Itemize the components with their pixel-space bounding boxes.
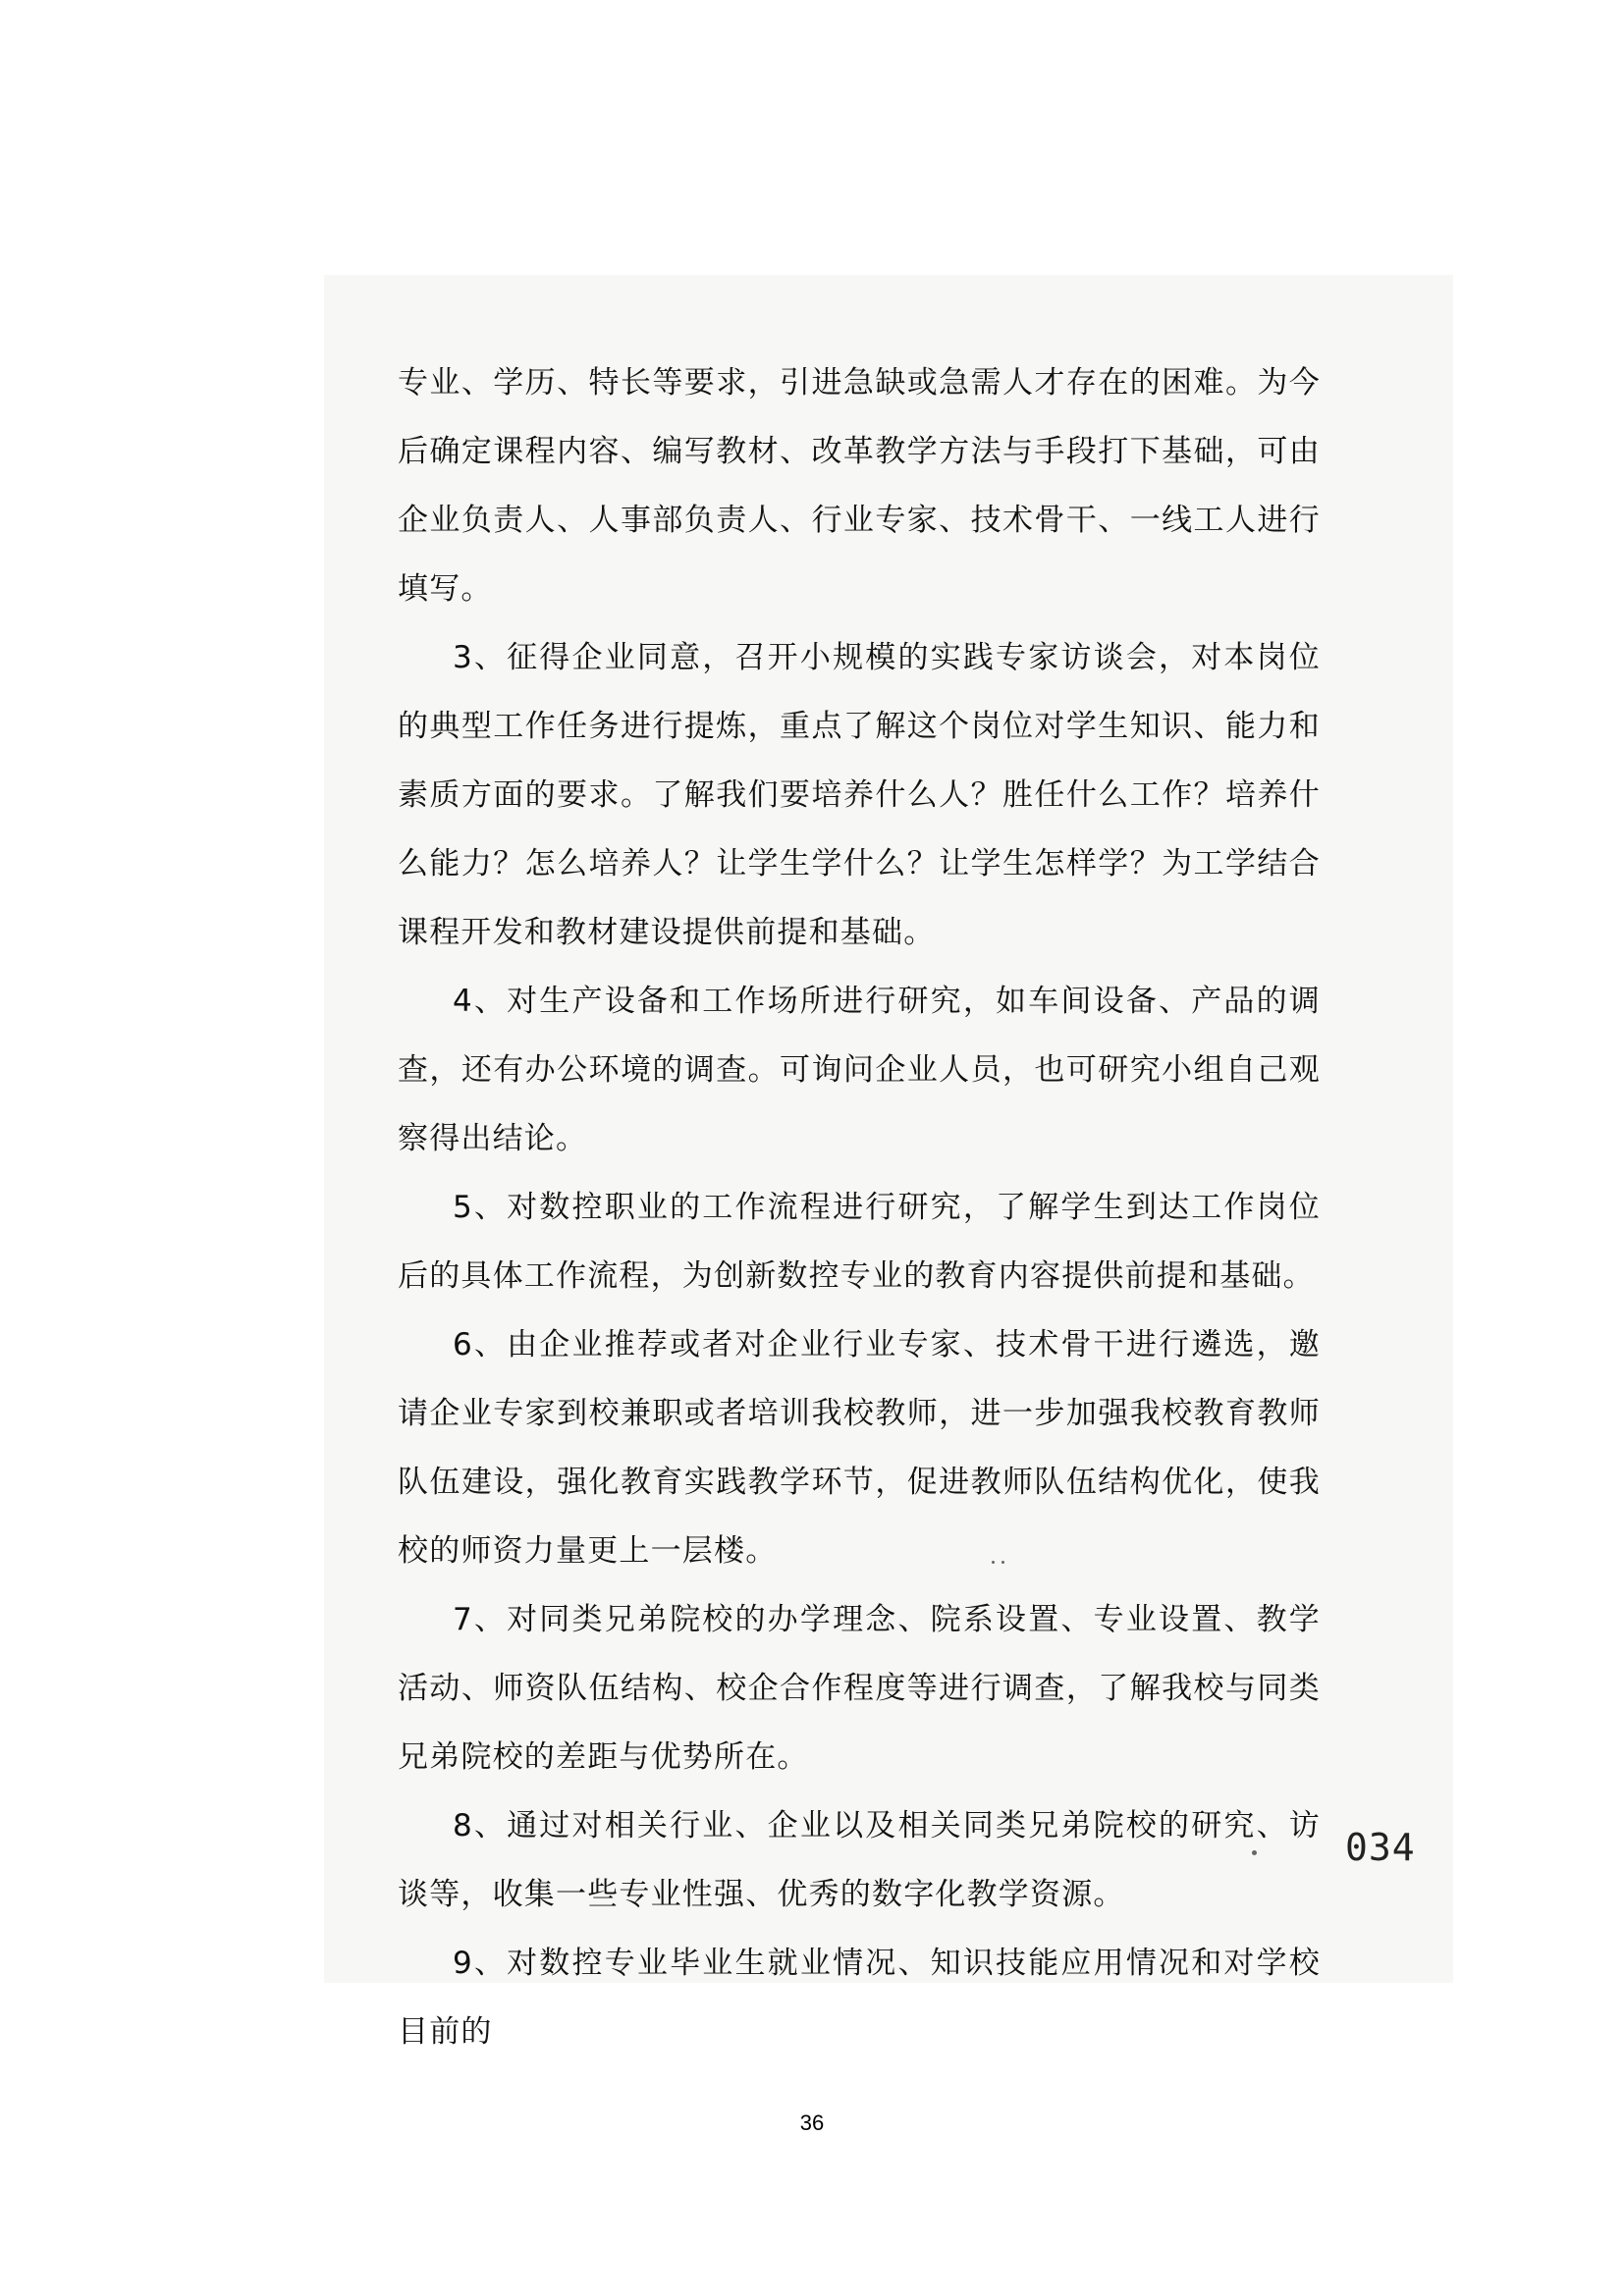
scan-speck (1252, 1850, 1257, 1855)
paragraph-item-6: 6、由企业推荐或者对企业行业专家、技术骨干进行遴选，邀请企业专家到校兼职或者培训我校教师，进一步加强我校教育教师队伍建设，强化教育实践教学环节，促进教师队伍结构优化，使我校的师资力量更上一层楼。 (398, 1327, 1321, 1569)
scan-speck (992, 1561, 995, 1564)
scanned-page-number: 034 (1345, 1826, 1416, 1869)
paragraph-continuation: 专业、学历、特长等要求，引进急缺或急需人才存在的困难。为今后确定课程内容、编写教材、改革教学方法与手段打下基础，可由企业负责人、人事部负责人、行业专家、技术骨干、一线工人进行填写。 (398, 365, 1321, 607)
paragraph-item-9: 9、对数控专业毕业生就业情况、知识技能应用情况和对学校目前的 (398, 1946, 1321, 2050)
paragraph-item-8: 8、通过对相关行业、企业以及相关同类兄弟院校的研究、访谈等，收集一些专业性强、优秀的数字化教学资源。 (398, 1808, 1321, 1912)
paragraph-item-5: 5、对数控职业的工作流程进行研究，了解学生到达工作岗位后的具体工作流程，为创新数控专业的教育内容提供前提和基础。 (398, 1190, 1321, 1294)
paragraph-item-7: 7、对同类兄弟院校的办学理念、院系设置、专业设置、教学活动、师资队伍结构、校企合作程度等进行调查，了解我校与同类兄弟院校的差距与优势所在。 (398, 1602, 1321, 1775)
paragraph-item-4: 4、对生产设备和工作场所进行研究，如车间设备、产品的调查，还有办公环境的调查。可询问企业人员，也可研究小组自己观察得出结论。 (398, 984, 1321, 1156)
document-body (398, 348, 1321, 2066)
page-number: 36 (799, 2110, 825, 2135)
paragraph-item-3: 3、征得企业同意，召开小规模的实践专家访谈会，对本岗位的典型工作任务进行提炼，重点了解这个岗位对学生知识、能力和素质方面的要求。了解我们要培养什么人？胜任什么工作？培养什么能力？怎么培养人？让学生学什么？让学生怎样学？为工学结合课程开发和教材建设提供前提和基础。 (398, 640, 1321, 950)
scan-speck (1001, 1561, 1004, 1564)
